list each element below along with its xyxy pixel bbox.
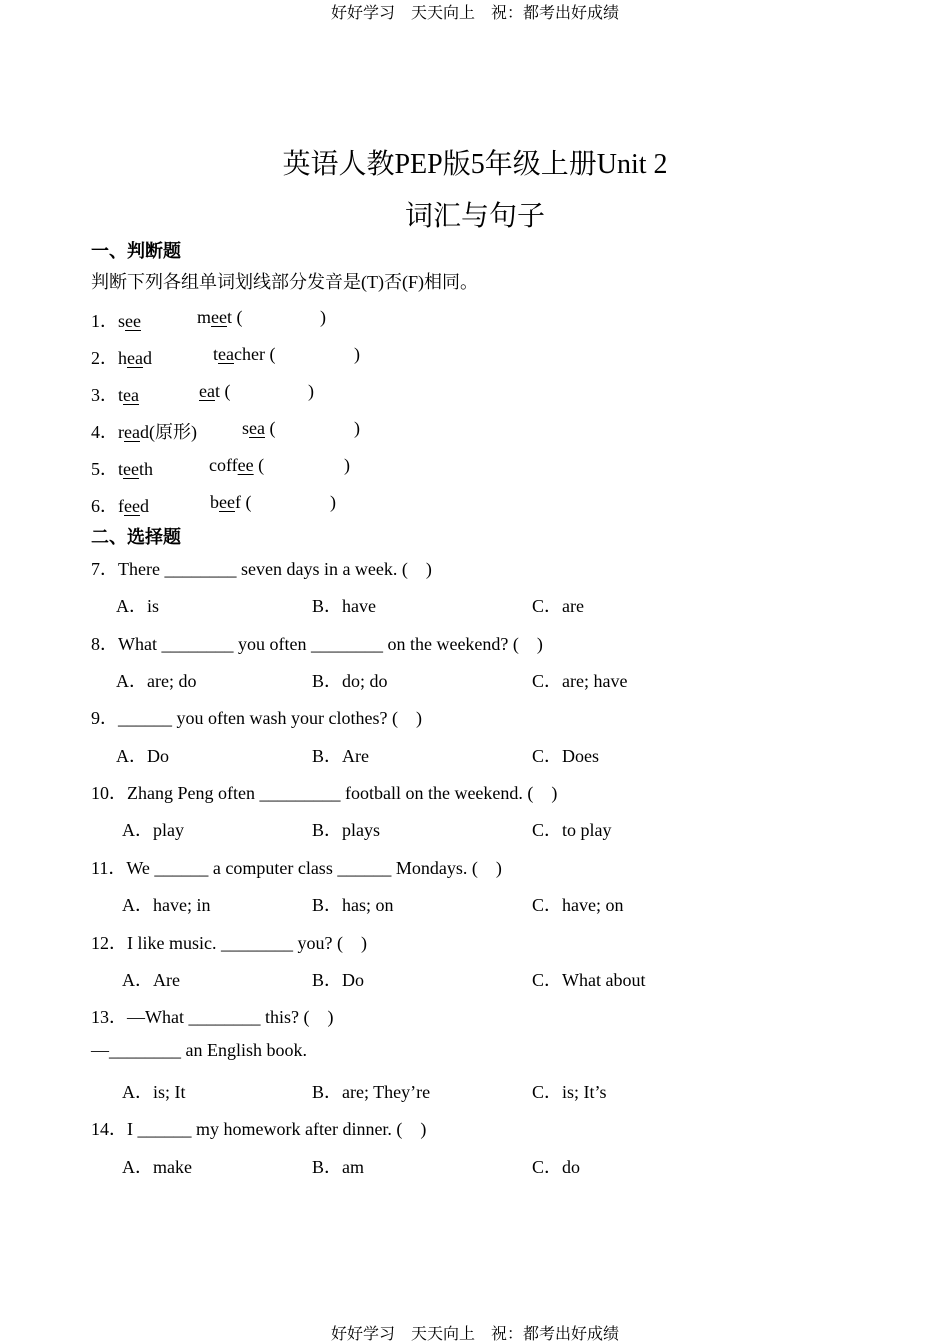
answer-paren-close: )	[354, 344, 360, 364]
option-c: C．do	[532, 1157, 581, 1177]
answer-paren-close: )	[354, 418, 360, 438]
question-text: 9．______ you often wash your clothes? ( )	[91, 708, 422, 728]
question-text-continuation: —________ an English book.	[91, 1040, 307, 1060]
answer-paren-close: )	[320, 307, 326, 327]
judgement-item: 4．read(原形)	[91, 422, 197, 442]
option-c: C．Does	[532, 746, 599, 766]
option-a: A．Do	[116, 746, 169, 766]
question-text: 13．—What ________ this? ( )	[91, 1007, 334, 1027]
option-a: A．are; do	[116, 671, 197, 691]
option-a: A．make	[122, 1157, 192, 1177]
option-b: B．has; on	[312, 895, 394, 915]
item-number: 4．	[91, 422, 118, 442]
question-text: 10．Zhang Peng often _________ football on the weekend. ( )	[91, 783, 558, 803]
judgement-item: 6．feed	[91, 496, 149, 516]
page-footer: 好好学习 天天向上 祝：都考出好成绩	[330, 1326, 619, 1343]
judgement-compare-word: eat (	[199, 381, 231, 401]
question-text: 7．There ________ seven days in a week. ( )	[91, 559, 432, 579]
judgement-compare-word: beef (	[210, 492, 252, 512]
option-b: B．have	[312, 596, 376, 616]
answer-paren-close: )	[308, 381, 314, 401]
option-b: B．Are	[312, 746, 369, 766]
option-a: A．is; It	[122, 1082, 186, 1102]
question-text: 8．What ________ you often ________ on the weekend? ( )	[91, 634, 543, 654]
section-instruction: 判断下列各组单词划线部分发音是(T)否(F)相同。	[91, 272, 478, 292]
option-b: B．are; They’re	[312, 1082, 431, 1102]
option-c: C．are	[532, 596, 584, 616]
item-number: 5．	[91, 459, 118, 479]
judgement-compare-word: sea (	[242, 418, 276, 438]
judgement-item: 3．tea	[91, 385, 139, 405]
judgement-item: 5．teeth	[91, 459, 154, 479]
item-number: 6．	[91, 496, 118, 516]
judgement-compare-word: coffee (	[209, 455, 265, 475]
option-a: A．have; in	[122, 895, 211, 915]
judgement-item: 2．head	[91, 348, 152, 368]
option-a: A．Are	[122, 970, 180, 990]
question-text: 11．We ______ a computer class ______ Mondays. ( )	[91, 858, 502, 878]
page-header: 好好学习 天天向上 祝：都考出好成绩	[330, 5, 619, 22]
judgement-item: 1．see	[91, 311, 141, 331]
option-a: A．play	[122, 820, 184, 840]
document-subtitle: 词汇与句子	[404, 201, 545, 232]
document-title: 英语人教PEP版5年级上册Unit 2	[282, 149, 668, 180]
answer-paren-close: )	[344, 455, 350, 475]
item-number: 2．	[91, 348, 118, 368]
judgement-compare-word: meet (	[197, 307, 243, 327]
option-b: B．plays	[312, 820, 381, 840]
option-c: C．have; on	[532, 895, 624, 915]
option-c: C．are; have	[532, 671, 628, 691]
option-b: B．Do	[312, 970, 365, 990]
question-text: 12．I like music. ________ you? ( )	[91, 933, 367, 953]
option-a: A．is	[116, 596, 160, 616]
option-c: C．to play	[532, 820, 612, 840]
item-number: 1．	[91, 311, 118, 331]
option-c: C．What about	[532, 970, 646, 990]
option-b: B．am	[312, 1157, 364, 1177]
answer-paren-close: )	[330, 492, 336, 512]
item-number: 3．	[91, 385, 118, 405]
judgement-compare-word: teacher (	[213, 344, 276, 364]
question-text: 14．I ______ my homework after dinner. ( )	[91, 1119, 427, 1139]
section-heading-judgement: 一、判断题	[91, 241, 181, 261]
option-c: C．is; It’s	[532, 1082, 607, 1102]
section-heading-choice: 二、选择题	[91, 527, 181, 547]
option-b: B．do; do	[312, 671, 388, 691]
